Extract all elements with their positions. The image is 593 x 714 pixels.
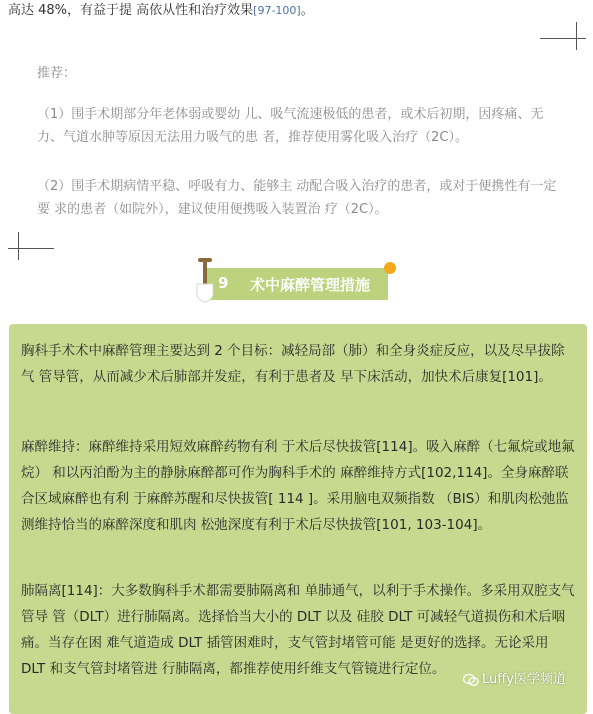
section-heading xyxy=(196,260,396,310)
wechat-icon xyxy=(463,673,479,687)
recommendation-heading: 推荐： xyxy=(37,66,77,81)
shovel-icon xyxy=(194,256,220,308)
content-paragraph-3: 肺隔离[114]：大多数胸科手术都需要肺隔离和 单肺通气，以利于手术操作。多采用双腔支气管导 管（DLT）进行肺隔离。选择恰当大小的 DLT 以及 硅胶 DLT 可减轻气道损伤和术后咽痛。当存在困 难气道造成 DLT 插管困难时，支气管封堵管可能 是更好的选择。无论采用 DLT 和支气管封堵管进 行肺隔离，都推荐使用纤维支气管镜进行定位。 xyxy=(21,583,575,677)
content-box xyxy=(9,324,587,714)
content-paragraph-1: 胸科手术术中麻醉管理主要达到 2 个目标：减轻局部（肺）和全身炎症反应，以及尽早拔除气 管导管，从而减少术后肺部并发症，有利于患者及 早下床活动，加快术后康复[101]。 xyxy=(21,343,565,385)
section-number: 9 xyxy=(218,274,229,292)
top-text: 高达 48%，有益于提 高依从性和治疗效果 xyxy=(8,3,254,18)
top-text-end: 。 xyxy=(300,3,314,18)
reference-link[interactable]: [97-100] xyxy=(253,4,301,17)
top-text-line xyxy=(8,2,578,20)
content-paragraph-2: 麻醉维持：麻醉维持采用短效麻醉药物有利 于术后尽快拔管[114]。吸入麻醉（七氟烷或地氟烷） 和以丙泊酚为主的静脉麻醉都可作为胸科手术的 麻醉维持方式[102,114]。全身麻醉联合区域麻醉也有利 于麻醉苏醒和尽快拔管[ 114 ]。采用脑电双频指数 （BIS）和肌肉松弛监测维持恰当的麻醉深度和肌肉 松弛深度有利于术后尽快拔管[101, 103-104]。 xyxy=(21,439,575,533)
recommendation-2: （2）围手术期病情平稳、呼吸有力、能够主 动配合吸入治疗的患者，或对于便携性有一定要 求的患者（如院外），建议使用便携吸入装置治 疗（2C）。 xyxy=(37,179,557,217)
watermark xyxy=(463,668,566,690)
recommendation-1: （1）围手术期部分年老体弱或婴幼 儿、吸气流速极低的患者，或术后初期，因疼痛、无力、气道水肿等原因无法用力吸气的患 者，推荐使用雾化吸入治疗（2C）。 xyxy=(37,107,544,145)
watermark-text: Luffy医学频道 xyxy=(482,672,566,687)
dot-icon xyxy=(384,262,396,274)
section-title: 术中麻醉管理措施 xyxy=(250,276,371,294)
